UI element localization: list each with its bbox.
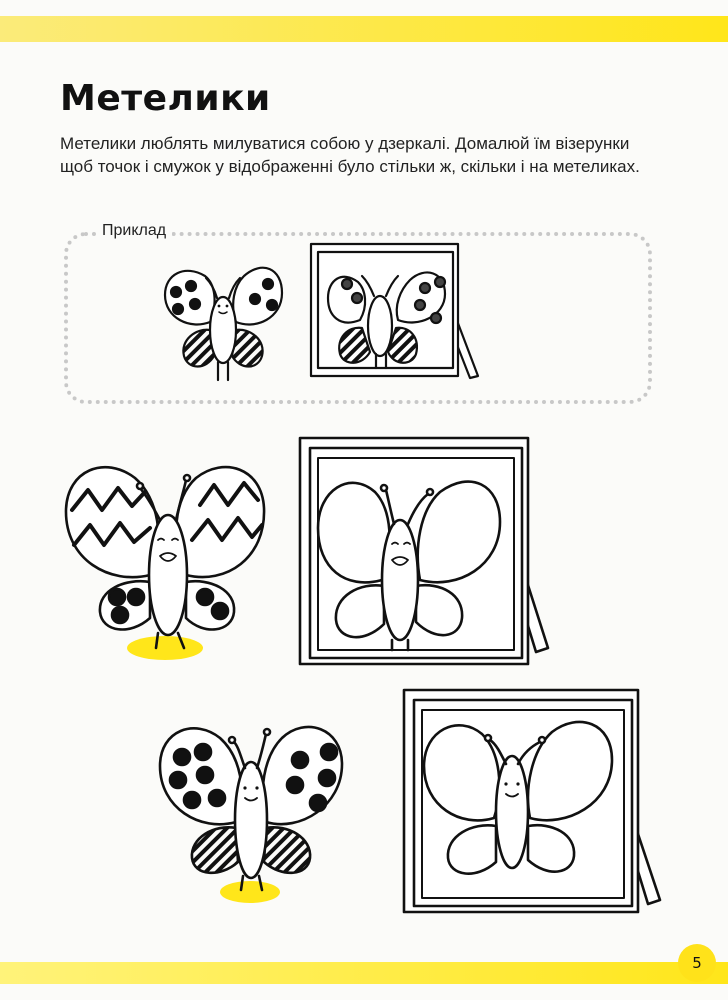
page-title: Метелики [60, 78, 271, 119]
mirror-1 [300, 438, 548, 664]
dotted-butterfly [160, 727, 342, 903]
bottom-decorative-bar [0, 962, 728, 984]
instructions-text: Метелики люблять милуватися собою у дзеркалі. Домалюй їм візерунки щоб точок і смужок у відображенні було стільки ж, скільки і на метеликах. [60, 134, 640, 176]
page-number-badge: 5 [678, 944, 716, 982]
mirror-2 [404, 690, 660, 912]
zigzag-butterfly [66, 467, 264, 660]
example-mirror [311, 244, 478, 378]
example-butterfly [165, 268, 282, 380]
example-label: Приклад [96, 222, 172, 240]
